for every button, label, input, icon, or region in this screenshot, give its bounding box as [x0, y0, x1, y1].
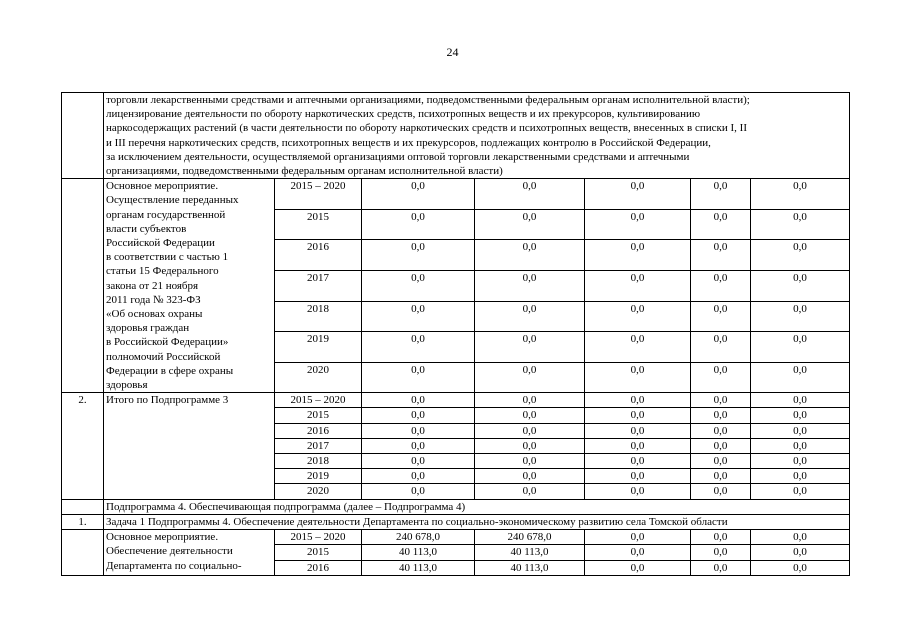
table-row	[62, 179, 850, 210]
value-cell: 0,0	[585, 438, 691, 453]
description-line: Федерации в сфере охраны	[106, 364, 234, 377]
value-cell: 0,0	[691, 240, 751, 271]
value-cell: 0,0	[362, 438, 475, 453]
measure-description-cell	[104, 179, 275, 393]
year-cell: 2015	[275, 209, 362, 240]
table-body	[62, 93, 850, 576]
task-number: 1.	[62, 514, 104, 529]
value-cell: 0,0	[751, 423, 850, 438]
measure-description-cell	[104, 530, 275, 576]
value-cell: 0,0	[362, 454, 475, 469]
description-line: здоровья	[106, 379, 148, 392]
year-cell: 2016	[275, 240, 362, 271]
value-cell: 0,0	[475, 209, 585, 240]
value-cell: 0,0	[691, 530, 751, 545]
value-cell: 0,0	[691, 484, 751, 499]
value-cell: 0,0	[751, 301, 850, 332]
value-cell: 0,0	[362, 408, 475, 423]
year-cell: 2019	[275, 469, 362, 484]
value-cell: 0,0	[475, 393, 585, 408]
value-cell: 0,0	[475, 438, 585, 453]
value-cell: 0,0	[585, 560, 691, 575]
value-cell: 0,0	[691, 438, 751, 453]
value-cell: 0,0	[475, 240, 585, 271]
value-cell: 0,0	[585, 454, 691, 469]
intro-line: за исключением деятельности, осуществляемой организациями оптовой торговли лекарственными средствами и аптечными	[106, 150, 690, 163]
value-cell: 0,0	[475, 179, 585, 210]
description-line: полномочий Российской	[106, 350, 221, 363]
page-number: 24	[446, 45, 459, 59]
value-cell: 0,0	[751, 332, 850, 363]
description-line: здоровья граждан	[106, 322, 190, 335]
value-cell: 0,0	[362, 423, 475, 438]
description-line: органам государственной	[106, 208, 226, 221]
value-cell: 0,0	[585, 179, 691, 210]
value-cell: 0,0	[362, 332, 475, 363]
value-cell: 0,0	[585, 332, 691, 363]
value-cell: 0,0	[362, 301, 475, 332]
value-cell: 0,0	[585, 240, 691, 271]
value-cell: 0,0	[751, 209, 850, 240]
value-cell: 0,0	[751, 438, 850, 453]
value-cell: 0,0	[691, 362, 751, 393]
description-line: Итого по Подпрограмме 3	[106, 394, 229, 407]
description-line: власти субъектов	[106, 222, 187, 235]
year-cell: 2015 – 2020	[275, 530, 362, 545]
value-cell: 0,0	[691, 179, 751, 210]
value-cell: 40 113,0	[362, 545, 475, 560]
description-line: статьи 15 Федерального	[106, 265, 219, 278]
intro-text-cell	[104, 93, 850, 179]
value-cell: 0,0	[751, 408, 850, 423]
description-line: Российской Федерации	[106, 237, 215, 250]
task-title: Задача 1 Подпрограммы 4. Обеспечение деятельности Департамента по социально-экономическому развитию села Томской области	[104, 514, 850, 529]
year-cell: 2015	[275, 545, 362, 560]
value-cell: 0,0	[691, 454, 751, 469]
value-cell: 240 678,0	[362, 530, 475, 545]
value-cell: 0,0	[751, 270, 850, 301]
value-cell: 0,0	[751, 530, 850, 545]
value-cell: 0,0	[585, 270, 691, 301]
description-line: Основное мероприятие.	[106, 531, 219, 544]
year-cell: 2016	[275, 560, 362, 575]
row-number: 2.	[78, 394, 87, 407]
row-number-cell	[62, 530, 104, 576]
value-cell: 0,0	[475, 454, 585, 469]
value-cell: 0,0	[751, 179, 850, 210]
value-cell: 0,0	[751, 560, 850, 575]
value-cell: 0,0	[751, 454, 850, 469]
value-cell: 0,0	[362, 362, 475, 393]
value-cell: 0,0	[751, 240, 850, 271]
intro-line: организациями, подведомственными федеральным органам исполнительной власти)	[106, 165, 503, 178]
value-cell: 0,0	[751, 484, 850, 499]
table-row	[62, 530, 850, 545]
value-cell: 0,0	[585, 545, 691, 560]
value-cell: 0,0	[751, 469, 850, 484]
value-cell: 0,0	[362, 469, 475, 484]
value-cell: 0,0	[475, 408, 585, 423]
description-line: «Об основах охраны	[106, 308, 203, 321]
intro-line: лицензирование деятельности по обороту наркотических средств, психотропных веществ и их прекурсоров, культивированию	[106, 108, 701, 121]
value-cell: 0,0	[691, 423, 751, 438]
value-cell: 0,0	[475, 484, 585, 499]
year-cell: 2018	[275, 454, 362, 469]
value-cell: 0,0	[362, 484, 475, 499]
value-cell: 0,0	[585, 209, 691, 240]
value-cell: 0,0	[585, 423, 691, 438]
value-cell: 0,0	[585, 484, 691, 499]
value-cell: 0,0	[691, 301, 751, 332]
description-line: в Российской Федерации»	[106, 336, 229, 349]
description-line: в соответствии с частью 1	[106, 251, 229, 264]
value-cell: 0,0	[362, 179, 475, 210]
value-cell: 0,0	[691, 393, 751, 408]
measure-description-cell	[104, 393, 275, 499]
value-cell: 0,0	[751, 393, 850, 408]
value-cell: 0,0	[585, 393, 691, 408]
intro-line: торговли лекарственными средствами и аптечными организациями, подведомственными федеральным органам исполнительной власти);	[106, 94, 750, 106]
value-cell: 40 113,0	[475, 560, 585, 575]
value-cell: 0,0	[585, 530, 691, 545]
value-cell: 0,0	[475, 423, 585, 438]
value-cell: 0,0	[585, 469, 691, 484]
value-cell: 0,0	[585, 301, 691, 332]
value-cell: 40 113,0	[475, 545, 585, 560]
value-cell: 0,0	[475, 469, 585, 484]
intro-num-cell	[62, 93, 104, 179]
value-cell: 0,0	[362, 270, 475, 301]
task-row	[62, 514, 850, 529]
subprogram-num-cell	[62, 499, 104, 514]
description-line: Основное мероприятие.	[106, 180, 219, 193]
value-cell: 0,0	[475, 332, 585, 363]
value-cell: 0,0	[362, 209, 475, 240]
subprogram-title: Подпрограмма 4. Обеспечивающая подпрограмма (далее – Подпрограмма 4)	[104, 499, 850, 514]
year-cell: 2015 – 2020	[275, 393, 362, 408]
value-cell: 0,0	[691, 209, 751, 240]
value-cell: 0,0	[585, 408, 691, 423]
value-cell: 0,0	[691, 469, 751, 484]
year-cell: 2018	[275, 301, 362, 332]
year-cell: 2020	[275, 362, 362, 393]
year-cell: 2020	[275, 484, 362, 499]
description-line: 2011 года № 323-ФЗ	[106, 293, 201, 306]
year-cell: 2019	[275, 332, 362, 363]
value-cell: 0,0	[475, 301, 585, 332]
value-cell: 0,0	[691, 332, 751, 363]
table-row	[62, 393, 850, 408]
value-cell: 0,0	[751, 362, 850, 393]
year-cell: 2016	[275, 423, 362, 438]
value-cell: 240 678,0	[475, 530, 585, 545]
year-cell: 2015	[275, 408, 362, 423]
description-line: Обеспечение деятельности	[106, 545, 233, 558]
subprogram-title-row	[62, 499, 850, 514]
row-number-cell	[62, 179, 104, 393]
value-cell: 0,0	[691, 545, 751, 560]
year-cell: 2017	[275, 438, 362, 453]
intro-line: наркосодержащих растений (в части деятельности по обороту наркотических средств и психотропных веществ, внесенных в списки I, II	[106, 122, 748, 135]
value-cell: 0,0	[585, 362, 691, 393]
description-line: Департамента по социально-	[106, 559, 242, 572]
value-cell: 0,0	[362, 393, 475, 408]
value-cell: 0,0	[362, 240, 475, 271]
financing-table	[61, 92, 850, 576]
value-cell: 40 113,0	[362, 560, 475, 575]
value-cell: 0,0	[751, 545, 850, 560]
year-cell: 2015 – 2020	[275, 179, 362, 210]
value-cell: 0,0	[691, 270, 751, 301]
description-line: Осуществление переданных	[106, 194, 239, 207]
value-cell: 0,0	[691, 560, 751, 575]
intro-line: и III перечня наркотических средств, психотропных веществ и их прекурсоров, подлежащих контролю в Российской Федерации,	[106, 136, 711, 149]
intro-row	[62, 93, 850, 179]
row-number-cell	[62, 393, 104, 499]
value-cell: 0,0	[475, 270, 585, 301]
value-cell: 0,0	[475, 362, 585, 393]
year-cell: 2017	[275, 270, 362, 301]
description-line: закона от 21 ноября	[106, 279, 199, 292]
value-cell: 0,0	[691, 408, 751, 423]
